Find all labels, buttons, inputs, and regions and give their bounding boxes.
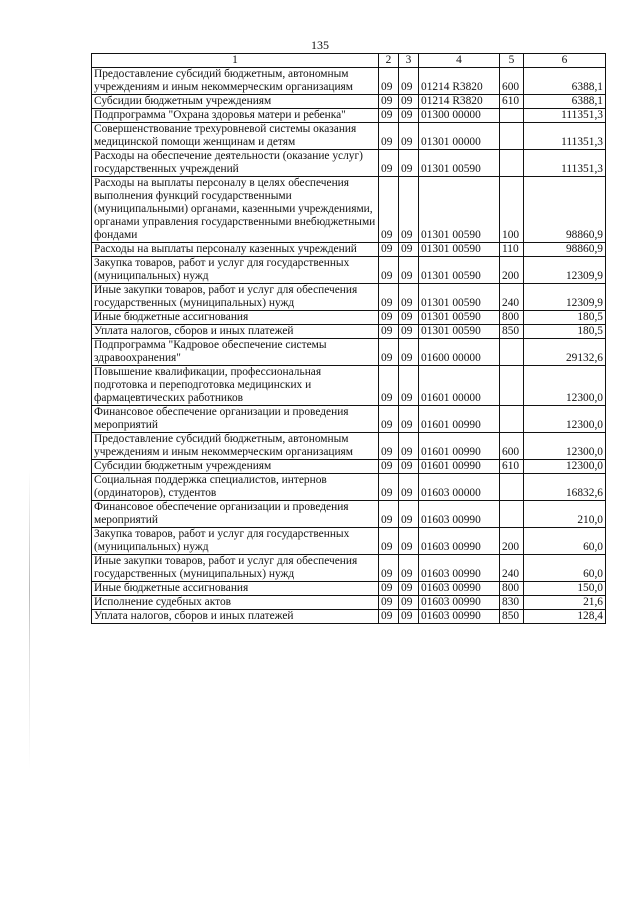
target-article-cell: 01301 00590 bbox=[419, 284, 500, 311]
section-code-cell: 09 bbox=[379, 257, 399, 284]
subsection-code-cell: 09 bbox=[399, 474, 419, 501]
table-row bbox=[92, 123, 606, 150]
row-name-cell: Иные бюджетные ассигнования bbox=[92, 311, 379, 325]
subsection-code-cell: 09 bbox=[399, 433, 419, 460]
target-article-cell: 01603 00990 bbox=[419, 610, 500, 624]
subsection-code-cell: 09 bbox=[399, 366, 419, 406]
section-code-cell: 09 bbox=[379, 582, 399, 596]
amount-cell: 60,0 bbox=[524, 555, 606, 582]
target-article-cell: 01301 00590 bbox=[419, 177, 500, 243]
amount-cell: 180,5 bbox=[524, 325, 606, 339]
target-article-cell: 01603 00000 bbox=[419, 474, 500, 501]
section-code-cell: 09 bbox=[379, 366, 399, 406]
row-name-cell: Закупка товаров, работ и услуг для государственных (муниципальных) нужд bbox=[92, 528, 379, 555]
table-row bbox=[92, 150, 606, 177]
target-article-cell: 01601 00990 bbox=[419, 433, 500, 460]
expense-type-cell: 800 bbox=[500, 311, 524, 325]
table-header-row bbox=[92, 54, 606, 68]
section-code-cell: 09 bbox=[379, 123, 399, 150]
target-article-cell: 01603 00990 bbox=[419, 582, 500, 596]
amount-cell: 60,0 bbox=[524, 528, 606, 555]
amount-cell: 6388,1 bbox=[524, 68, 606, 95]
target-article-cell: 01603 00990 bbox=[419, 596, 500, 610]
column-header: 1 bbox=[92, 54, 379, 68]
subsection-code-cell: 09 bbox=[399, 528, 419, 555]
expense-type-cell: 200 bbox=[500, 528, 524, 555]
expense-type-cell: 800 bbox=[500, 582, 524, 596]
amount-cell: 12300,0 bbox=[524, 460, 606, 474]
row-name-cell: Социальная поддержка специалистов, интернов (ординаторов), студентов bbox=[92, 474, 379, 501]
section-code-cell: 09 bbox=[379, 95, 399, 109]
subsection-code-cell: 09 bbox=[399, 555, 419, 582]
target-article-cell: 01301 00590 bbox=[419, 311, 500, 325]
scan-artifact-line bbox=[29, 470, 30, 770]
amount-cell: 12300,0 bbox=[524, 406, 606, 433]
amount-cell: 111351,3 bbox=[524, 150, 606, 177]
amount-cell: 12309,9 bbox=[524, 257, 606, 284]
section-code-cell: 09 bbox=[379, 243, 399, 257]
row-name-cell: Финансовое обеспечение организации и проведения мероприятий bbox=[92, 501, 379, 528]
expense-type-cell: 600 bbox=[500, 433, 524, 460]
table-row bbox=[92, 339, 606, 366]
subsection-code-cell: 09 bbox=[399, 460, 419, 474]
expense-type-cell: 600 bbox=[500, 68, 524, 95]
row-name-cell: Субсидии бюджетным учреждениям bbox=[92, 460, 379, 474]
table-row bbox=[92, 68, 606, 95]
subsection-code-cell: 09 bbox=[399, 150, 419, 177]
target-article-cell: 01301 00590 bbox=[419, 325, 500, 339]
target-article-cell: 01301 00000 bbox=[419, 123, 500, 150]
subsection-code-cell: 09 bbox=[399, 311, 419, 325]
subsection-code-cell: 09 bbox=[399, 325, 419, 339]
target-article-cell: 01603 00990 bbox=[419, 555, 500, 582]
expense-type-cell: 240 bbox=[500, 284, 524, 311]
row-name-cell: Закупка товаров, работ и услуг для государственных (муниципальных) нужд bbox=[92, 257, 379, 284]
amount-cell: 128,4 bbox=[524, 610, 606, 624]
section-code-cell: 09 bbox=[379, 177, 399, 243]
expense-type-cell: 850 bbox=[500, 325, 524, 339]
expense-type-cell: 830 bbox=[500, 596, 524, 610]
section-code-cell: 09 bbox=[379, 460, 399, 474]
amount-cell: 21,6 bbox=[524, 596, 606, 610]
subsection-code-cell: 09 bbox=[399, 610, 419, 624]
table-row bbox=[92, 325, 606, 339]
row-name-cell: Расходы на выплаты персоналу казенных учреждений bbox=[92, 243, 379, 257]
table-row bbox=[92, 474, 606, 501]
row-name-cell: Расходы на обеспечение деятельности (оказание услуг) государственных учреждений bbox=[92, 150, 379, 177]
expense-type-cell: 610 bbox=[500, 460, 524, 474]
section-code-cell: 09 bbox=[379, 68, 399, 95]
amount-cell: 12300,0 bbox=[524, 433, 606, 460]
expense-type-cell bbox=[500, 109, 524, 123]
section-code-cell: 09 bbox=[379, 311, 399, 325]
page-number: 135 bbox=[311, 38, 329, 52]
target-article-cell: 01301 00590 bbox=[419, 257, 500, 284]
expense-type-cell: 850 bbox=[500, 610, 524, 624]
subsection-code-cell: 09 bbox=[399, 406, 419, 433]
amount-cell: 12309,9 bbox=[524, 284, 606, 311]
table-row bbox=[92, 243, 606, 257]
target-article-cell: 01601 00990 bbox=[419, 406, 500, 433]
row-name-cell: Подпрограмма "Охрана здоровья матери и ребенка" bbox=[92, 109, 379, 123]
subsection-code-cell: 09 bbox=[399, 257, 419, 284]
table-row bbox=[92, 284, 606, 311]
row-name-cell: Финансовое обеспечение организации и проведения мероприятий bbox=[92, 406, 379, 433]
section-code-cell: 09 bbox=[379, 284, 399, 311]
row-name-cell: Иные закупки товаров, работ и услуг для обеспечения государственных (муниципальных) нужд bbox=[92, 284, 379, 311]
subsection-code-cell: 09 bbox=[399, 68, 419, 95]
expense-type-cell bbox=[500, 339, 524, 366]
amount-cell: 12300,0 bbox=[524, 366, 606, 406]
target-article-cell: 01214 R3820 bbox=[419, 68, 500, 95]
column-header: 6 bbox=[524, 54, 606, 68]
expense-type-cell bbox=[500, 406, 524, 433]
amount-cell: 29132,6 bbox=[524, 339, 606, 366]
amount-cell: 98860,9 bbox=[524, 177, 606, 243]
subsection-code-cell: 09 bbox=[399, 284, 419, 311]
budget-table bbox=[91, 53, 606, 624]
subsection-code-cell: 09 bbox=[399, 109, 419, 123]
row-name-cell: Расходы на выплаты персоналу в целях обеспечения выполнения функций государственными (муниципальными) органами, казенными учреждениями, органами управления государственными внебюджетными фондами bbox=[92, 177, 379, 243]
table-row bbox=[92, 555, 606, 582]
subsection-code-cell: 09 bbox=[399, 177, 419, 243]
table-row bbox=[92, 366, 606, 406]
expense-type-cell bbox=[500, 123, 524, 150]
subsection-code-cell: 09 bbox=[399, 243, 419, 257]
amount-cell: 111351,3 bbox=[524, 123, 606, 150]
subsection-code-cell: 09 bbox=[399, 123, 419, 150]
expense-type-cell bbox=[500, 474, 524, 501]
amount-cell: 98860,9 bbox=[524, 243, 606, 257]
subsection-code-cell: 09 bbox=[399, 596, 419, 610]
row-name-cell: Иные бюджетные ассигнования bbox=[92, 582, 379, 596]
row-name-cell: Предоставление субсидий бюджетным, автономным учреждениям и иным некоммерческим организациям bbox=[92, 433, 379, 460]
amount-cell: 16832,6 bbox=[524, 474, 606, 501]
column-header: 2 bbox=[379, 54, 399, 68]
amount-cell: 111351,3 bbox=[524, 109, 606, 123]
row-name-cell: Иные закупки товаров, работ и услуг для обеспечения государственных (муниципальных) нужд bbox=[92, 555, 379, 582]
target-article-cell: 01600 00000 bbox=[419, 339, 500, 366]
table-row bbox=[92, 95, 606, 109]
section-code-cell: 09 bbox=[379, 555, 399, 582]
amount-cell: 210,0 bbox=[524, 501, 606, 528]
table-row bbox=[92, 109, 606, 123]
target-article-cell: 01603 00990 bbox=[419, 501, 500, 528]
expense-type-cell bbox=[500, 150, 524, 177]
row-name-cell: Исполнение судебных актов bbox=[92, 596, 379, 610]
subsection-code-cell: 09 bbox=[399, 95, 419, 109]
column-header: 4 bbox=[419, 54, 500, 68]
row-name-cell: Уплата налогов, сборов и иных платежей bbox=[92, 325, 379, 339]
table-row bbox=[92, 460, 606, 474]
expense-type-cell bbox=[500, 366, 524, 406]
section-code-cell: 09 bbox=[379, 406, 399, 433]
expense-type-cell: 610 bbox=[500, 95, 524, 109]
row-name-cell: Совершенствование трехуровневой системы оказания медицинской помощи женщинам и детям bbox=[92, 123, 379, 150]
table-row bbox=[92, 257, 606, 284]
row-name-cell: Подпрограмма "Кадровое обеспечение системы здравоохранения" bbox=[92, 339, 379, 366]
section-code-cell: 09 bbox=[379, 150, 399, 177]
section-code-cell: 09 bbox=[379, 528, 399, 555]
target-article-cell: 01601 00000 bbox=[419, 366, 500, 406]
table-row bbox=[92, 596, 606, 610]
expense-type-cell: 200 bbox=[500, 257, 524, 284]
section-code-cell: 09 bbox=[379, 339, 399, 366]
table-row bbox=[92, 610, 606, 624]
row-name-cell: Уплата налогов, сборов и иных платежей bbox=[92, 610, 379, 624]
expense-type-cell bbox=[500, 501, 524, 528]
target-article-cell: 01301 00590 bbox=[419, 150, 500, 177]
row-name-cell: Предоставление субсидий бюджетным, автономным учреждениям и иным некоммерческим организациям bbox=[92, 68, 379, 95]
table-row bbox=[92, 406, 606, 433]
target-article-cell: 01214 R3820 bbox=[419, 95, 500, 109]
section-code-cell: 09 bbox=[379, 109, 399, 123]
section-code-cell: 09 bbox=[379, 501, 399, 528]
expense-type-cell: 110 bbox=[500, 243, 524, 257]
amount-cell: 6388,1 bbox=[524, 95, 606, 109]
row-name-cell: Субсидии бюджетным учреждениям bbox=[92, 95, 379, 109]
section-code-cell: 09 bbox=[379, 474, 399, 501]
target-article-cell: 01601 00990 bbox=[419, 460, 500, 474]
table-row bbox=[92, 501, 606, 528]
column-header: 3 bbox=[399, 54, 419, 68]
table-row bbox=[92, 528, 606, 555]
subsection-code-cell: 09 bbox=[399, 501, 419, 528]
table-row bbox=[92, 582, 606, 596]
expense-type-cell: 240 bbox=[500, 555, 524, 582]
section-code-cell: 09 bbox=[379, 433, 399, 460]
section-code-cell: 09 bbox=[379, 325, 399, 339]
target-article-cell: 01300 00000 bbox=[419, 109, 500, 123]
section-code-cell: 09 bbox=[379, 610, 399, 624]
expense-type-cell: 100 bbox=[500, 177, 524, 243]
target-article-cell: 01603 00990 bbox=[419, 528, 500, 555]
table-row bbox=[92, 311, 606, 325]
amount-cell: 150,0 bbox=[524, 582, 606, 596]
subsection-code-cell: 09 bbox=[399, 339, 419, 366]
subsection-code-cell: 09 bbox=[399, 582, 419, 596]
column-header: 5 bbox=[500, 54, 524, 68]
section-code-cell: 09 bbox=[379, 596, 399, 610]
table-row bbox=[92, 433, 606, 460]
row-name-cell: Повышение квалификации, профессиональная подготовка и переподготовка медицинских и фармацевтических работников bbox=[92, 366, 379, 406]
table-row bbox=[92, 177, 606, 243]
target-article-cell: 01301 00590 bbox=[419, 243, 500, 257]
amount-cell: 180,5 bbox=[524, 311, 606, 325]
